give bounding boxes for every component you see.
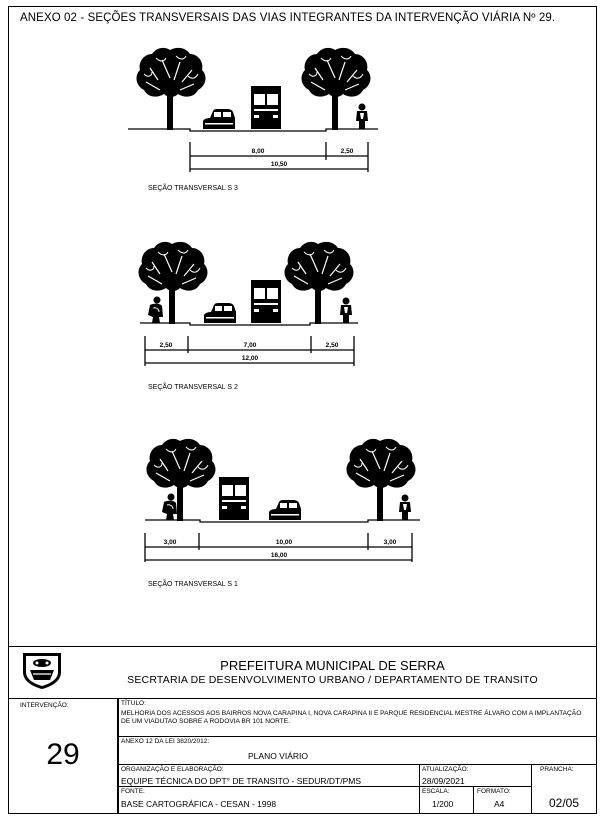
dimension-label: 3,00 [163,539,177,546]
section-title: SEÇÃO TRANSVERSAL S 1 [148,581,238,588]
fonte-value: BASE CARTOGRÁFICA - CESAN - 1998 [121,799,277,809]
escala-label: ESCALA: [422,788,450,795]
dimension-label: 2,50 [325,342,339,349]
anexo-value: PLANO VIÁRIO [248,751,308,761]
municipal-seal-icon [20,650,64,690]
section-s3 [128,48,378,192]
page-title: ANEXO 02 - SEÇÕES TRANSVERSAIS DAS VIAS INTEGRANTES DA INTERVENÇÃO VIÁRIA Nº 29. [20,12,556,24]
fonte-label: FONTE: [121,788,145,795]
dimension-label: 3,00 [383,539,397,546]
dimension-total: 12,00 [241,355,259,362]
section-title: SEÇÃO TRANSVERSAL S 3 [148,185,238,192]
formato-value: A4 [494,799,505,809]
dimension-label: 2,50 [340,148,354,155]
section-s2 [139,242,358,391]
org-label: ORGANIZAÇÃO E ELABORAÇÃO: [121,766,224,773]
car-icon [203,109,235,129]
intervencao-number: 29 [46,738,80,771]
dimension-label: 2,50 [159,342,173,349]
bus-icon [251,280,281,323]
bus-icon [219,477,249,520]
pedestrian-icon [148,297,163,324]
pedestrian-icon [340,298,352,324]
dimension-label: 8,00 [251,148,265,155]
dimension-label: 10,00 [275,539,293,546]
atualizacao-value: 28/09/2021 [422,776,465,786]
section-s1 [145,439,420,588]
titulo-label: TÍTULO: [121,700,146,707]
titulo-text: MELHORIA DOS ACESSOS AOS BAIRROS NOVA CARAPINA I, NOVA CARAPINA II E PARQUE RESIDENCIAL MESTRE ÁLVARO COM A IMPLANTAÇÃO DE UM VIADUTAO SOBRE A RODOVIA BR 101 NORTE. [121,710,582,725]
dimension-total: 10,50 [270,161,288,168]
car-icon [269,500,301,520]
pedestrian-icon [162,494,177,521]
car-icon [204,303,236,323]
atualizacao-label: ATUALIZAÇÃO: [422,766,469,773]
org-value: EQUIPE TÉCNICA DO DPT° DE TRANSITO - SEDUR/DT/PMS [121,776,362,786]
pedestrian-icon [399,495,411,521]
escala-value: 1/200 [432,799,454,809]
title-block [8,646,597,814]
section-title: SEÇÃO TRANSVERSAL S 2 [148,384,238,391]
prancha-label: PRANCHA: [540,766,574,773]
prancha-value: 02/05 [548,796,580,810]
dimension-total: 16,00 [270,552,288,559]
bus-icon [251,86,281,129]
intervencao-label: INTERVENÇÃO: [20,702,69,709]
dimension-label: 7,00 [243,342,257,349]
formato-label: FORMATO: [477,788,511,795]
pedestrian-icon [356,104,368,130]
organization-name: PREFEITURA MUNICIPAL DE SERRA [220,658,445,673]
anexo-label: ANEXO 12 DA LEI 3820/2012: [121,738,210,745]
department-name: SECRTARIA DE DESENVOLVIMENTO URBANO / DEPARTAMENTO DE TRANSITO [127,674,538,686]
